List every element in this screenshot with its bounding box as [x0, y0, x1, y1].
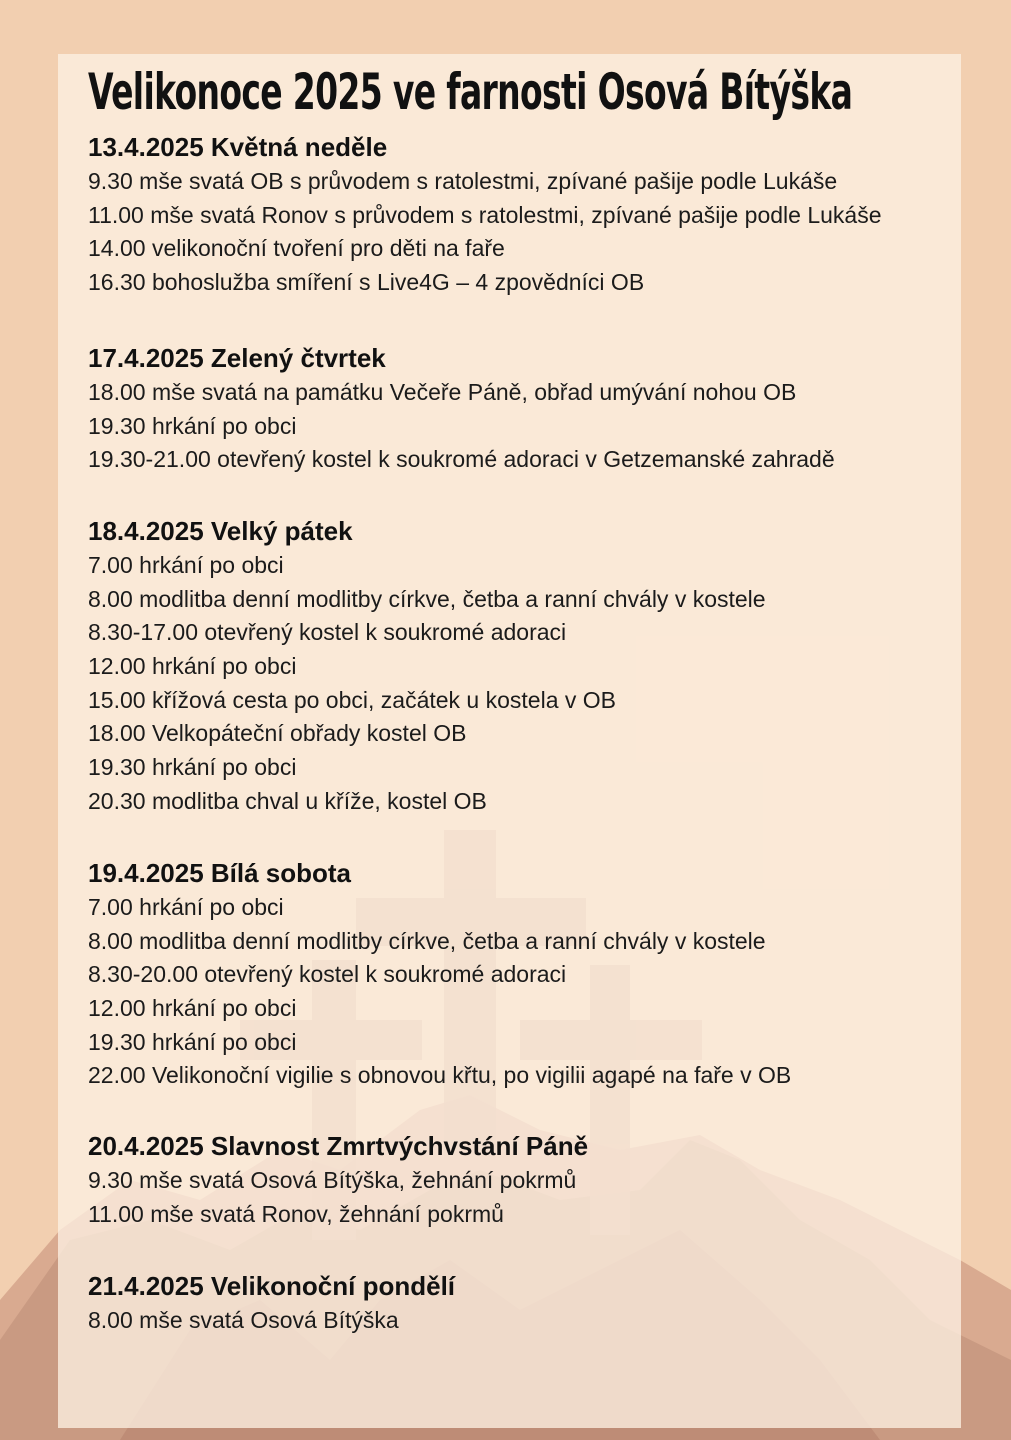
section-heading: 18.4.2025 Velký pátek — [88, 516, 353, 546]
schedule-item: 7.00 hrkání po obci — [88, 894, 284, 920]
schedule-item: 7.00 hrkání po obci — [88, 552, 284, 578]
section-easter-sunday — [88, 1128, 948, 1231]
schedule-item: 8.00 mše svatá Osová Bítýška — [88, 1307, 399, 1333]
section-heading: 21.4.2025 Velikonoční pondělí — [88, 1271, 456, 1301]
schedule-item: 12.00 hrkání po obci — [88, 653, 297, 680]
schedule-item: 12.00 hrkání po obci — [88, 995, 297, 1022]
section-heading: 17.4.2025 Zelený čtvrtek — [88, 343, 386, 373]
section-holy-saturday — [88, 855, 948, 1093]
schedule-item: 20.30 modlitba chval u kříže, kostel OB — [88, 787, 487, 814]
schedule-item: 9.30 mše svatá OB s průvodem s ratolestmi, zpívané pašije podle Lukáše — [88, 168, 838, 194]
section-maundy-thursday — [88, 340, 948, 477]
schedule-item: 15.00 křížová cesta po obci, začátek u kostela v OB — [88, 686, 617, 713]
section-heading: 20.4.2025 Slavnost Zmrtvýchvstání Páně — [88, 1131, 589, 1161]
schedule-item: 22.00 Velikonoční vigilie s obnovou křtu, po vigilii agapé na faře v OB — [88, 1062, 792, 1089]
page-title: Velikonoce 2025 ve farnosti Osová Bítýška — [88, 63, 853, 121]
schedule-item: 8.30-17.00 otevřený kostel k soukromé adoraci — [88, 619, 567, 646]
schedule-item: 8.00 modlitba denní modlitby církve, četba a ranní chvály v kostele — [88, 585, 766, 612]
schedule-item: 11.00 mše svatá Ronov, žehnání pokrmů — [88, 1200, 504, 1227]
schedule-item: 19.30 hrkání po obci — [88, 754, 297, 781]
section-easter-monday — [88, 1268, 948, 1338]
section-good-friday — [88, 513, 948, 819]
schedule-item: 16.30 bohoslužba smíření s Live4G – 4 zpovědníci OB — [88, 269, 645, 296]
schedule-item: 8.00 modlitba denní modlitby církve, četba a ranní chvály v kostele — [88, 927, 766, 954]
schedule-item: 18.00 Velkopáteční obřady kostel OB — [88, 720, 467, 747]
schedule-item: 14.00 velikonoční tvoření pro děti na faře — [88, 235, 505, 262]
section-heading: 19.4.2025 Bílá sobota — [88, 858, 352, 888]
schedule-item: 19.30 hrkání po obci — [88, 412, 297, 439]
schedule-item: 19.30-21.00 otevřený kostel k soukromé adoraci v Getzemanské zahradě — [88, 446, 835, 473]
schedule-item: 9.30 mše svatá Osová Bítýška, žehnání pokrmů — [88, 1167, 577, 1193]
schedule-item: 19.30 hrkání po obci — [88, 1028, 297, 1055]
schedule-item: 11.00 mše svatá Ronov s průvodem s ratolestmi, zpívané pašije podle Lukáše — [88, 201, 882, 228]
schedule-item: 8.30-20.00 otevřený kostel k soukromé adoraci — [88, 961, 567, 988]
section-palm-sunday — [88, 129, 948, 300]
schedule-item: 18.00 mše svatá na památku Večeře Páně, obřad umývání nohou OB — [88, 379, 797, 405]
section-heading: 13.4.2025 Květná neděle — [88, 132, 388, 162]
